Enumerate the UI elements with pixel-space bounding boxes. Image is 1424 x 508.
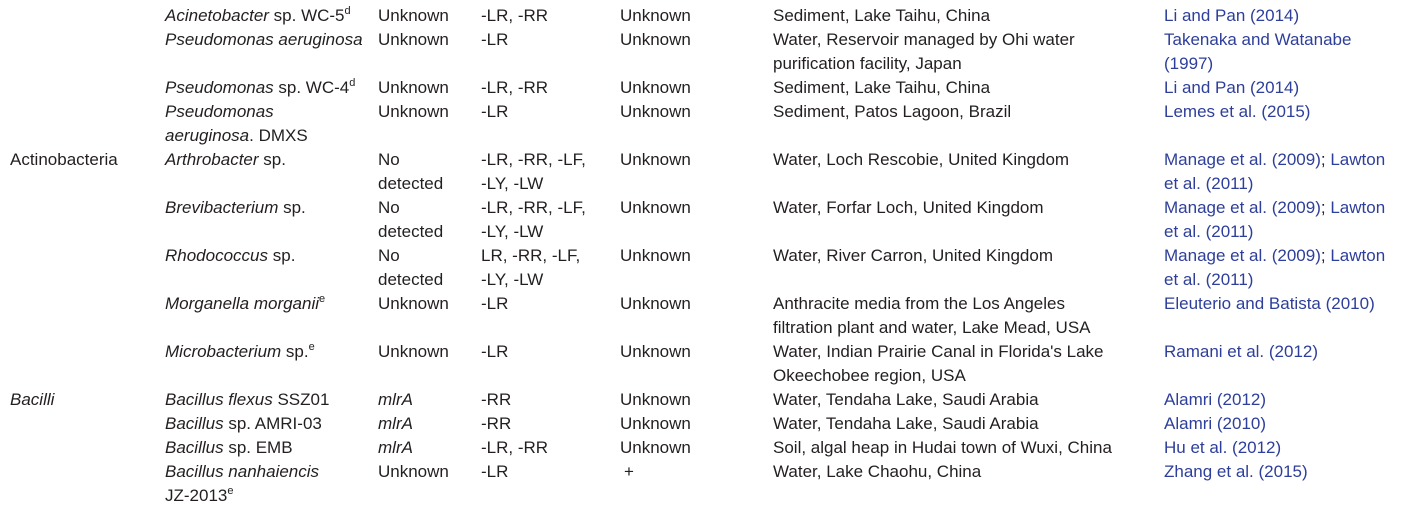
gene-cell: Unknown — [378, 78, 449, 97]
class-label: Bacilli — [10, 390, 55, 409]
reference-link[interactable]: Manage et al. (2009) — [1164, 246, 1321, 265]
reference-cell — [1164, 388, 1266, 412]
toxicity-cell: Unknown — [620, 102, 691, 121]
gene-cell: Unknown — [378, 6, 449, 25]
reference-link[interactable]: Ramani et al. (2012) — [1164, 342, 1319, 361]
reference-link[interactable]: Manage et al. (2009) — [1164, 150, 1321, 169]
reference-cell — [1164, 28, 1351, 76]
source-cell: Water, Forfar Loch, United Kingdom — [773, 198, 1044, 217]
product-cell: -LR, -RR, -LF, -LY, -LW — [481, 198, 586, 241]
gene-cell: mlrA — [378, 438, 413, 457]
organism-cell: Bacillus sp. AMRI-03 — [165, 414, 322, 433]
footnote-mark: d — [344, 5, 351, 17]
product-cell: -LR, -RR — [481, 438, 549, 457]
reference-cell — [1164, 292, 1375, 316]
reference-link[interactable]: et al. (2011) — [1164, 174, 1254, 193]
organism-cell: Rhodococcus sp. — [165, 246, 296, 265]
product-cell: -LR — [481, 30, 509, 49]
gene-cell: mlrA — [378, 414, 413, 433]
reference-link[interactable]: et al. (2011) — [1164, 270, 1254, 289]
reference-link[interactable]: Manage et al. (2009) — [1164, 198, 1321, 217]
product-cell: LR, -RR, -LF, -LY, -LW — [481, 246, 581, 289]
reference-link[interactable]: Lawton — [1330, 198, 1386, 217]
reference-link[interactable]: Lawton — [1330, 246, 1386, 265]
footnote-mark: e — [308, 341, 315, 353]
gene-cell: Unknown — [378, 294, 449, 313]
toxicity-cell: Unknown — [620, 78, 691, 97]
source-cell: Water, Tendaha Lake, Saudi Arabia — [773, 390, 1039, 409]
source-cell: Sediment, Lake Taihu, China — [773, 78, 991, 97]
reference-link[interactable]: Lawton — [1330, 150, 1386, 169]
reference-cell — [1164, 4, 1299, 28]
product-cell: -LR — [481, 342, 509, 361]
product-cell: -LR, -RR — [481, 6, 549, 25]
reference-cell — [1164, 412, 1266, 436]
reference-link[interactable]: Takenaka and Watanabe — [1164, 30, 1352, 49]
reference-link[interactable]: Alamri (2010) — [1164, 414, 1267, 433]
reference-cell — [1164, 436, 1281, 460]
footnote-mark: e — [227, 485, 234, 497]
product-cell: -RR — [481, 390, 512, 409]
toxicity-cell: Unknown — [620, 438, 691, 457]
toxicity-cell: Unknown — [620, 294, 691, 313]
source-cell: Sediment, Patos Lagoon, Brazil — [773, 102, 1012, 121]
reference-link[interactable]: Li and Pan (2014) — [1164, 6, 1300, 25]
source-cell: Sediment, Lake Taihu, China — [773, 6, 991, 25]
source-cell: Water, Reservoir managed by Ohi water purification facility, Japan — [773, 30, 1075, 73]
toxicity-cell: Unknown — [620, 198, 691, 217]
gene-cell: Unknown — [378, 342, 449, 361]
source-cell: Water, Indian Prairie Canal in Florida's Lake Okeechobee region, USA — [773, 342, 1104, 385]
reference-link[interactable]: Alamri (2012) — [1164, 390, 1267, 409]
gene-cell: No detected — [378, 246, 444, 289]
product-cell: -LR — [481, 102, 509, 121]
reference-cell — [1164, 340, 1318, 364]
reference-cell — [1164, 460, 1308, 484]
reference-cell — [1164, 76, 1299, 100]
product-cell: -LR — [481, 294, 509, 313]
organism-cell: Pseudomonas sp. WC-4$^d$ — [165, 77, 356, 97]
gene-cell: mlrA — [378, 390, 413, 409]
toxicity-cell: Unknown — [620, 414, 691, 433]
toxicity-cell: Unknown — [620, 30, 691, 49]
reference-link[interactable]: Lemes et al. (2015) — [1164, 102, 1311, 121]
reference-link[interactable]: Li and Pan (2014) — [1164, 78, 1300, 97]
source-cell: Anthracite media from the Los Angeles filtration plant and water, Lake Mead, USA — [773, 294, 1091, 337]
source-cell: Water, Lake Chaohu, China — [773, 462, 982, 481]
product-cell: -LR, -RR, -LF, -LY, -LW — [481, 150, 586, 193]
class-label: Actinobacteria — [10, 150, 118, 169]
toxicity-cell: Unknown — [620, 150, 691, 169]
reference-link[interactable]: (1997) — [1164, 54, 1214, 73]
reference-link[interactable]: et al. (2011) — [1164, 222, 1254, 241]
product-cell: -RR — [481, 414, 512, 433]
gene-cell: Unknown — [378, 30, 449, 49]
reference-cell: Manage et al. (2009); Lawton et al. (2011) — [1164, 150, 1386, 193]
product-cell: -LR — [481, 462, 509, 481]
gene-cell: No detected — [378, 150, 444, 193]
source-cell: Water, Loch Rescobie, United Kingdom — [773, 150, 1070, 169]
toxicity-cell: Unknown — [620, 390, 691, 409]
organism-cell: Acinetobacter sp. WC-5$^d$ — [165, 5, 351, 25]
product-cell: -LR, -RR — [481, 78, 549, 97]
reference-link[interactable]: Eleuterio and Batista (2010) — [1164, 294, 1375, 313]
toxicity-cell: Unknown — [620, 342, 691, 361]
toxicity-cell: Unknown — [620, 246, 691, 265]
reference-cell: Manage et al. (2009); Lawton et al. (2011) — [1164, 198, 1386, 241]
organism-cell: Bacillus flexus SSZ01 — [165, 390, 330, 409]
gene-cell: No detected — [378, 198, 444, 241]
source-cell: Soil, algal heap in Hudai town of Wuxi, China — [773, 438, 1112, 457]
organism-cell: Microbacterium sp.$^e$ — [165, 341, 315, 361]
source-cell: Water, River Carron, United Kingdom — [773, 246, 1053, 265]
organism-cell: Bacillus sp. EMB — [165, 438, 293, 457]
footnote-mark: e — [319, 293, 326, 305]
reference-link[interactable]: Zhang et al. (2015) — [1164, 462, 1308, 481]
gene-cell: Unknown — [378, 462, 449, 481]
reference-cell — [1164, 100, 1310, 124]
organism-cell: Brevibacterium sp. — [165, 198, 306, 217]
organism-cell: Morganella morganii$^e$ — [165, 293, 326, 313]
organism-cell: Arthrobacter sp. — [165, 150, 286, 169]
organism-cell: Pseudomonas aeruginosa. DMXS — [165, 102, 308, 145]
source-cell: Water, Tendaha Lake, Saudi Arabia — [773, 414, 1039, 433]
organism-cell: Bacillus nanhaiencis JZ-2013e — [165, 462, 320, 505]
reference-link[interactable]: Hu et al. (2012) — [1164, 438, 1282, 457]
organism-cell: Pseudomonas aeruginosa — [165, 30, 363, 49]
footnote-mark: d — [349, 77, 356, 89]
toxicity-cell: Unknown — [620, 6, 691, 25]
gene-cell: Unknown — [378, 102, 449, 121]
toxicity-cell: + — [624, 462, 634, 481]
reference-cell: Manage et al. (2009); Lawton et al. (2011) — [1164, 246, 1386, 289]
